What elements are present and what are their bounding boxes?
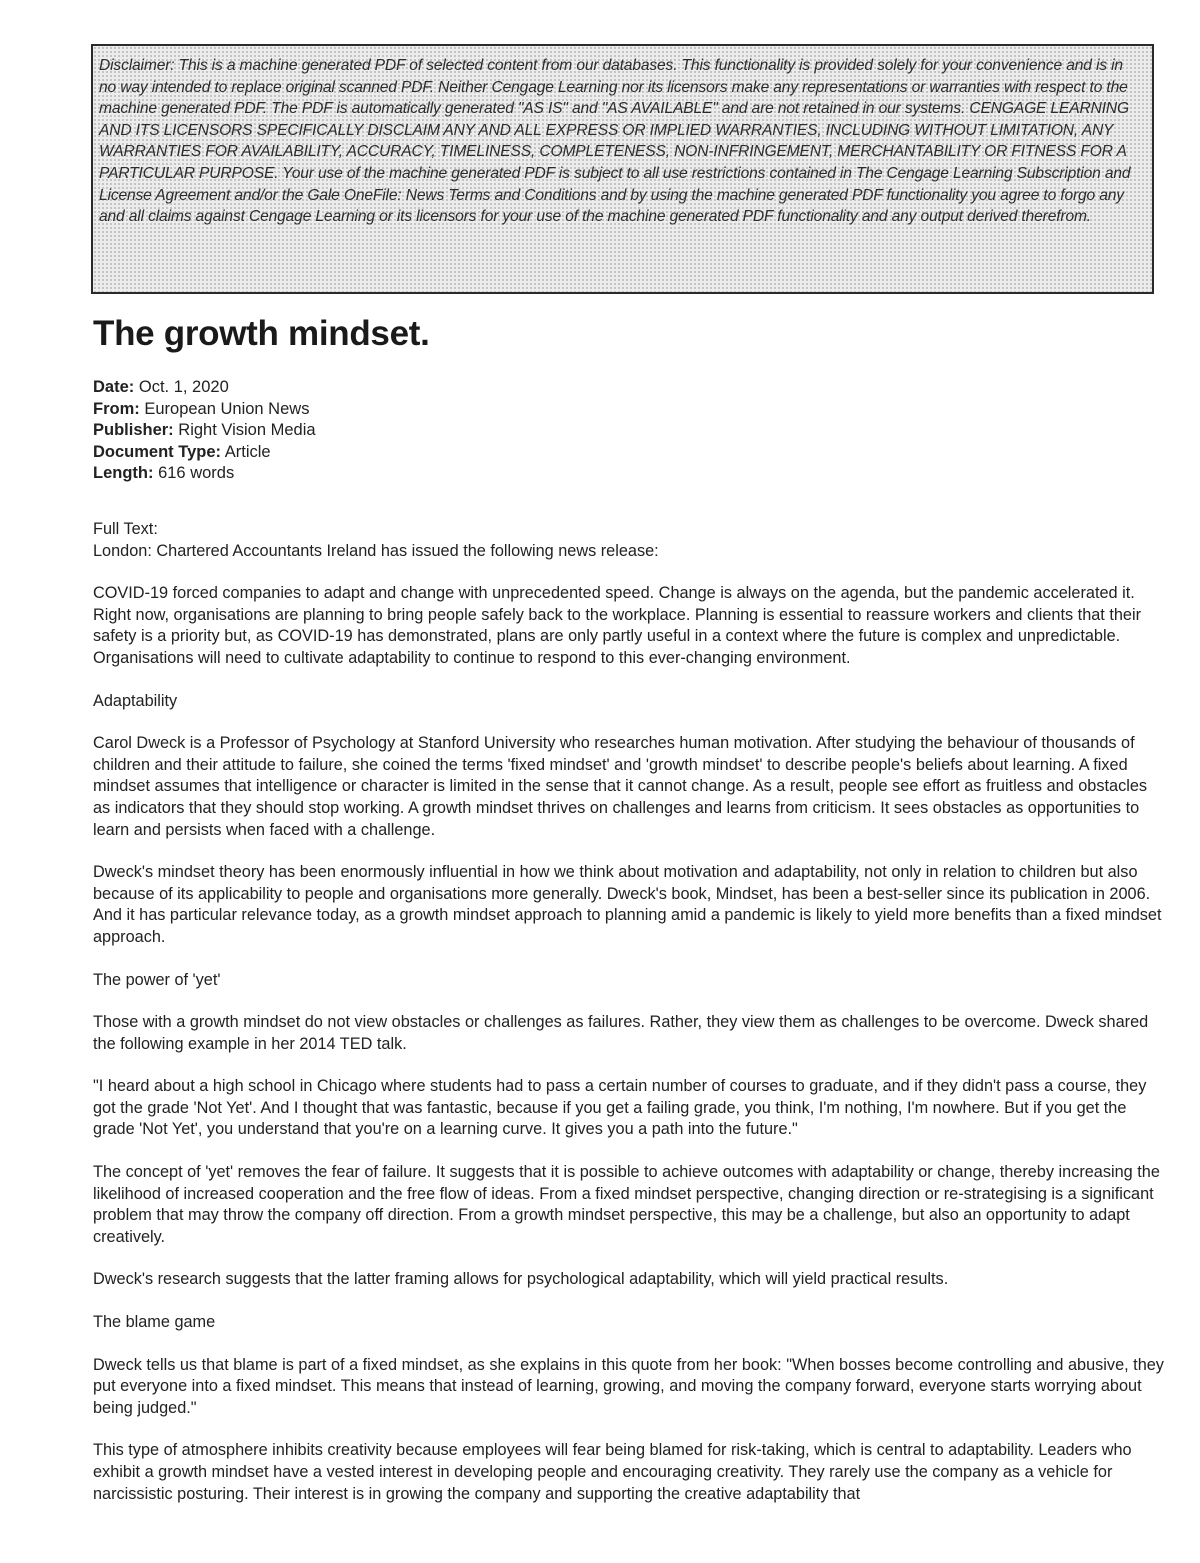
meta-date-label: Date: [93,378,135,396]
section-heading-blame-game: The blame game [93,1313,216,1332]
meta-from [93,399,316,421]
disclaimer-box [91,44,1154,294]
paragraph: Dweck's research suggests that the latter framing allows for psychological adaptability, which will yield practical results. [93,1270,949,1289]
intro-paragraph: London: Chartered Accountants Ireland has issued the following news release: [93,541,659,560]
article-metadata [93,377,316,485]
paragraph: This type of atmosphere inhibits creativity because employees will fear being blamed for risk-taking, which is central to adaptability. Leaders who exhibit a growth mindset have a vested interest in developing people and encouraging creativity. They rarely use the company as a vehicle for narcissistic posturing. Their interest is in growing the company and supporting the creative adaptability that [93,1441,1132,1503]
disclaimer-text: Disclaimer: This is a machine generated PDF of selected content from our databases. This functionality is provided solely for your convenience and is in no way intended to replace original scanned PDF. Neither Cengage Learning nor its licensors make any representations or warranties with respect to the machine generated PDF. The PDF is automatically generated "AS IS" and "AS AVAILABLE" and are not retained in our systems. CENGAGE LEARNING AND ITS LICENSORS SPECIFICALLY DISCLAIM ANY AND ALL EXPRESS OR IMPLIED WARRANTIES, INCLUDING WITHOUT LIMITATION, ANY WARRANTIES FOR AVAILABILITY, ACCURACY, TIMELINESS, COMPLETENESS, NON-INFRINGEMENT, MERCHANTABILITY OR FITNESS FOR A PARTICULAR PURPOSE. Your use of the machine generated PDF is subject to all use restrictions contained in The Cengage Learning Subscription and License Agreement and/or the Gale OneFile: News Terms and Conditions and by using the machine generated PDF functionality you agree to forgo any and all claims against Cengage Learning or its licensors for your use of the machine generated PDF functionality and any output derived therefrom. [99,57,1131,226]
paragraph: Carol Dweck is a Professor of Psychology at Stanford University who researches human motivation. After studying the behaviour of thousands of children and their attitude to failure, she coined the terms 'fixed mindset' and 'growth mindset' to describe people's beliefs about learning. A fixed mindset assumes that intelligence or character is limited in the sense that it cannot change. As a result, people see effort as fruitless and obstacles as indicators that they should stop working. A growth mindset thrives on challenges and learns from criticism. It sees obstacles as opportunities to learn and persists when faced with a challenge. [93,734,1148,839]
meta-date-value: Oct. 1, 2020 [138,378,229,396]
meta-from-value: European Union News [144,399,310,418]
meta-document-type [93,442,316,464]
meta-from-label: From: [93,399,140,418]
paragraph: Dweck tells us that blame is part of a fixed mindset, as she explains in this quote from her book: "When bosses become controlling and abusive, they put everyone into a fixed mindset. This means that instead of learning, growing, and moving the company forward, everyone starts worrying about being judged." [93,1355,1164,1417]
section-heading-power-of-yet: The power of 'yet' [93,970,221,989]
meta-length [93,463,316,485]
quote-paragraph: "I heard about a high school in Chicago where students had to pass a certain number of courses to graduate, and if they didn't pass a course, they got the grade 'Not Yet'. And I thought that was fantastic, because if you get a failing grade, you think, I'm nothing, I'm nowhere. But if you get the grade 'Not Yet', you understand that you're on a learning curve. It gives you a path into the future." [93,1077,1147,1139]
article-body [93,519,1165,1526]
meta-doctype-label: Document Type: [93,442,222,461]
meta-date [93,377,316,399]
paragraph: Dweck's mindset theory has been enormously influential in how we think about motivation and adaptability, not only in relation to children but also because of its applicability to people and organisations more generally. Dweck's book, Mindset, has been a best-seller since its publication in 2006. And it has particular relevance today, as a growth mindset approach to planning amid a pandemic is likely to yield more benefits than a fixed mindset approach. [93,863,1162,946]
paragraph: The concept of 'yet' removes the fear of failure. It suggests that it is possible to achieve outcomes with adaptability or change, thereby increasing the likelihood of increased cooperation and the free flow of ideas. From a fixed mindset perspective, changing direction or re-strategising is a significant problem that may throw the company off direction. From a growth mindset perspective, this may be a challenge, but also an opportunity to adapt creatively. [93,1163,1160,1246]
meta-length-value: 616 words [158,464,235,482]
meta-publisher-value: Right Vision Media [178,421,316,439]
meta-publisher-label: Publisher: [93,421,174,439]
section-heading-adaptability: Adaptability [93,691,178,710]
meta-doctype-value: Article [224,442,271,461]
paragraph: COVID-19 forced companies to adapt and change with unprecedented speed. Change is always on the agenda, but the pandemic accelerated it. Right now, organisations are planning to bring people safely back to the workplace. Planning is essential to reassure workers and clients that their safety is a priority but, as COVID-19 has demonstrated, plans are only partly useful in a context where the future is complex and unpredictable. Organisations will need to cultivate adaptability to continue to respond to this ever-changing environment. [93,584,1142,667]
article-title: The growth mindset. [93,314,430,353]
meta-length-label: Length: [93,464,154,482]
meta-publisher [93,420,316,442]
full-text-label: Full Text: [93,520,158,538]
paragraph: Those with a growth mindset do not view obstacles or challenges as failures. Rather, they view them as challenges to be overcome. Dweck shared the following example in her 2014 TED talk. [93,1013,1149,1053]
